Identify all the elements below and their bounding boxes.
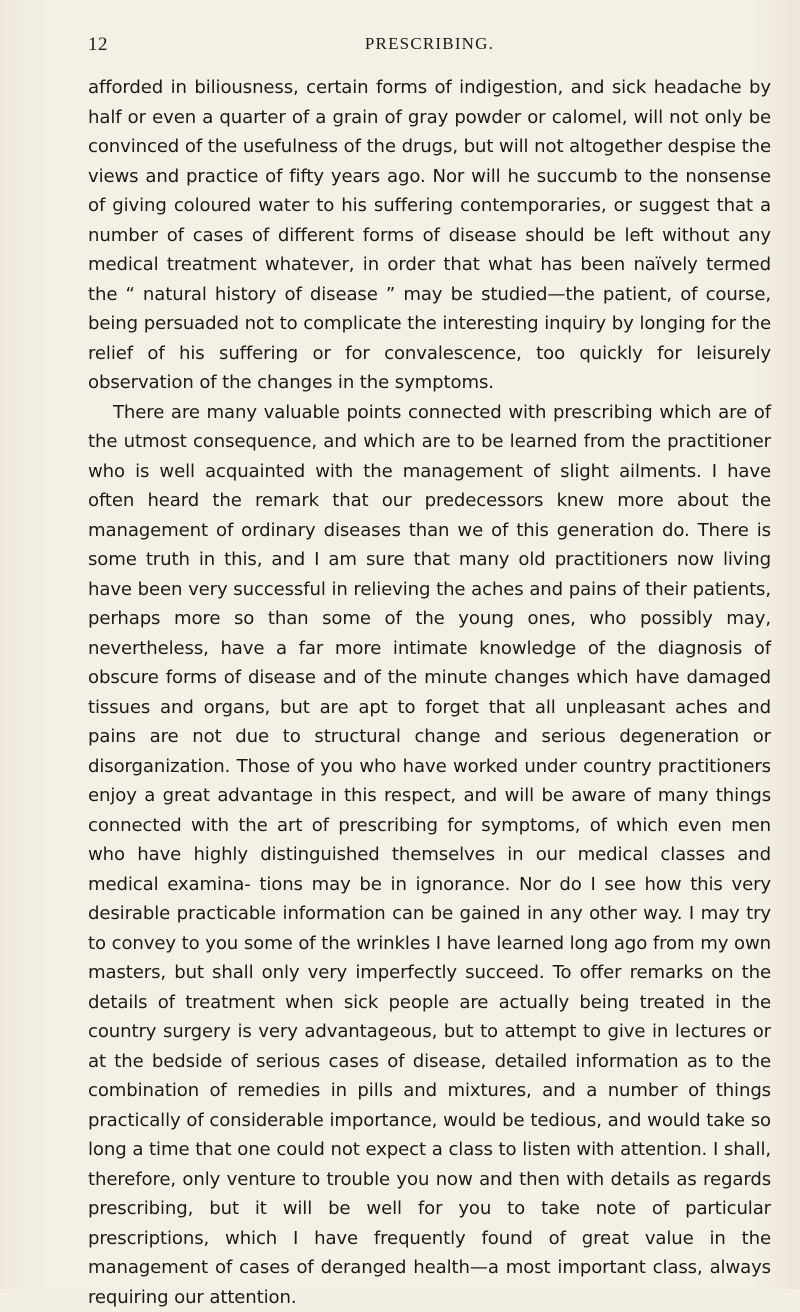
running-title: PRESCRIBING. [88,34,771,54]
page-number: 12 [88,34,108,56]
paragraph: afforded in biliousness, certain forms of indigestion, and sick headache by half or even a quarter of a grain of gray powder or calomel, will not only be convinced of the usefulness of the drugs, but will not altogether despise the views and practice of fifty years ago. Nor will he succumb to the nonsense of giving coloured water to his suffering contemporaries, or suggest that a number of cases of different forms of disease should be left without any medical treatment whatever, in order that what has been naïvely termed the “ natural history of disease ” may be studied—the patient, of course, being persuaded not to complicate the interesting inquiry by longing for the relief of his suffering or for convalescence, too quickly for leisurely observation of the changes in the symptoms. [88,73,771,398]
page-header [88,34,771,58]
body-text [88,73,771,1312]
paragraph: There are many valuable points connected with prescribing which are of the utmost consequence, and which are to be learned from the practitioner who is well acquainted with the management of slight ailments. I have often heard the remark that our predecessors knew more about the management of ordinary diseases than we of this generation do. There is some truth in this, and I am sure that many old practitioners now living have been very successful in relieving the aches and pains of their patients, perhaps more so than some of the young ones, who possibly may, nevertheless, have a far more intimate knowledge of the diagnosis of obscure forms of disease and of the minute changes which have damaged tissues and organs, but are apt to forget that all unpleasant aches and pains are not due to structural change and serious degeneration or disorganization. Those of you who have worked under country practitioners enjoy a great advantage in this respect, and will be aware of many things connected with the art of prescribing for symptoms, of which even men who have highly distinguished themselves in our medical classes and medical examina- tions may be in ignorance. Nor do I see how this very desirable practicable information can be gained in any other way. I may try to convey to you some of the wrinkles I have learned long ago from my own masters, but shall only very imperfectly succeed. To offer remarks on the details of treatment when sick people are actually being treated in the country surgery is very advantageous, but to attempt to give in lectures or at the bedside of serious cases of disease, detailed information as to the combination of remedies in pills and mixtures, and a number of things practically of considerable importance, would be tedious, and would take so long a time that one could not expect a class to listen with attention. I shall, therefore, only venture to trouble you now and then with details as regards prescribing, but it will be well for you to take note of particular prescriptions, which I have frequently found of great value in the management of cases of deranged health—a most important class, always requiring our attention. [88,398,771,1312]
